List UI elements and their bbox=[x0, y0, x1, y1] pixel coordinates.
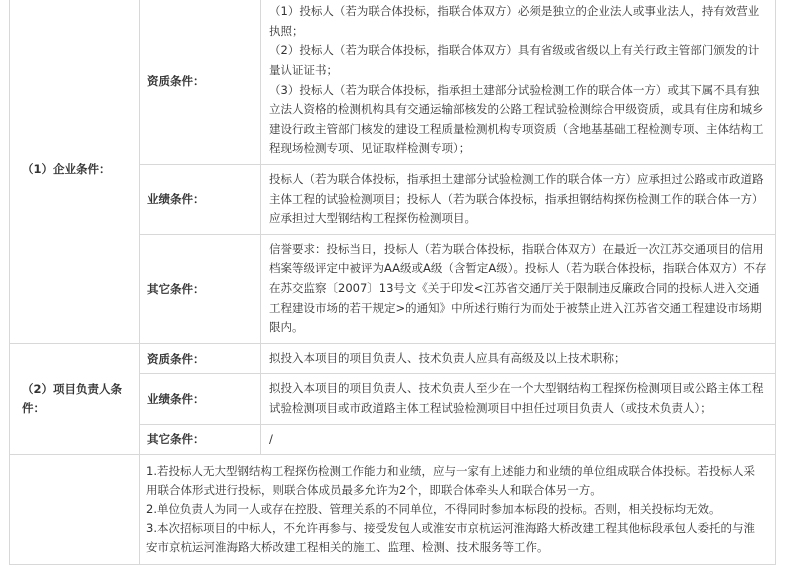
notes-content bbox=[140, 455, 776, 565]
qualification-item-1: （1）投标人（若为联合体投标，指联合体双方）必须是独立的企业法人或事业法人，持有效营业执照； bbox=[269, 4, 760, 38]
lead-other-label: 其它条件： bbox=[140, 424, 261, 455]
note-item-2: 2.单位负责人为同一人或存在控股、管理关系的不同单位，不得同时参加本标段的投标。否则，相关投标均无效。 bbox=[146, 502, 721, 517]
enterprise-qualification-row bbox=[10, 0, 776, 165]
note-item-3: 3.本次招标项目的中标人，不允许再参与、接受发包人或淮安市京杭运河淮海路大桥改建工程其他标段承包人委托的与淮安市京杭运河淮海路大桥改建工程相关的施工、监理、检测、技术服务等工作。 bbox=[146, 521, 755, 555]
enterprise-performance-label: 业绩条件： bbox=[140, 165, 261, 235]
lead-category-label: （2）项目负责人条件： bbox=[10, 343, 140, 454]
qualification-item-2: （2）投标人（若为联合体投标，指联合体双方）具有省级或省级以上有关行政主管部门颁发的计量认证证书； bbox=[269, 43, 760, 77]
lead-qualification-content: 拟投入本项目的项目负责人、技术负责人应具有高级及以上技术职称； bbox=[261, 343, 776, 374]
enterprise-qualification-label: 资质条件： bbox=[140, 0, 261, 165]
enterprise-other-label: 其它条件： bbox=[140, 234, 261, 343]
enterprise-qualification-content bbox=[261, 0, 776, 165]
note-item-1: 1.若投标人无大型钢结构工程探伤检测工作能力和业绩，应与一家有上述能力和业绩的单位组成联合体投标。若投标人采用联合体形式进行投标，则联合体成员最多允许为2个，即联合体牵头人和联合体另一方。 bbox=[146, 464, 755, 498]
lead-performance-label: 业绩条件： bbox=[140, 374, 261, 424]
notes-spacer bbox=[10, 455, 140, 565]
lead-qualification-row bbox=[10, 343, 776, 374]
enterprise-performance-content: 投标人（若为联合体投标，指承担土建部分试验检测工作的联合体一方）应承担过公路或市政道路主体工程的试验检测项目；投标人（若为联合体投标，指承担钢结构探伤检测工作的联合体一方）应承担过大型钢结构工程探伤检测项目。 bbox=[261, 165, 776, 235]
enterprise-other-content: 信誉要求：投标当日，投标人（若为联合体投标，指联合体双方）在最近一次江苏交通项目的信用档案等级评定中被评为AA级或A级（含暂定A级）。投标人（若为联合体投标，指联合体双方）不存在苏交监察〔2007〕13号文《关于印发<江苏省交通厅关于限制违反廉政合同的投标人进入交通工程建设市场的若干规定>的通知》中所述行贿行为而处于被禁止进入江苏省交通工程建设市场期限内。 bbox=[261, 234, 776, 343]
lead-qualification-label: 资质条件： bbox=[140, 343, 261, 374]
lead-performance-content: 拟投入本项目的项目负责人、技术负责人至少在一个大型钢结构工程探伤检测项目或公路主体工程试验检测项目或市政道路主体工程试验检测项目中担任过项目负责人（或技术负责人）； bbox=[261, 374, 776, 424]
enterprise-category-label: （1）企业条件： bbox=[10, 0, 140, 343]
requirements-table bbox=[9, 0, 776, 565]
notes-row bbox=[10, 455, 776, 565]
qualification-item-3: （3）投标人（若为联合体投标，指承担土建部分试验检测工作的联合体一方）或其下属不具有独立法人资格的检测机构具有交通运输部核发的公路工程试验检测综合甲级资质，或具有住房和城乡建设行政主管部门核发的建设工程质量检测机构专项资质（含地基基础工程检测专项、主体结构工程现场检测专项、见证取样检测专项）； bbox=[269, 82, 764, 156]
lead-other-content: / bbox=[261, 424, 776, 455]
